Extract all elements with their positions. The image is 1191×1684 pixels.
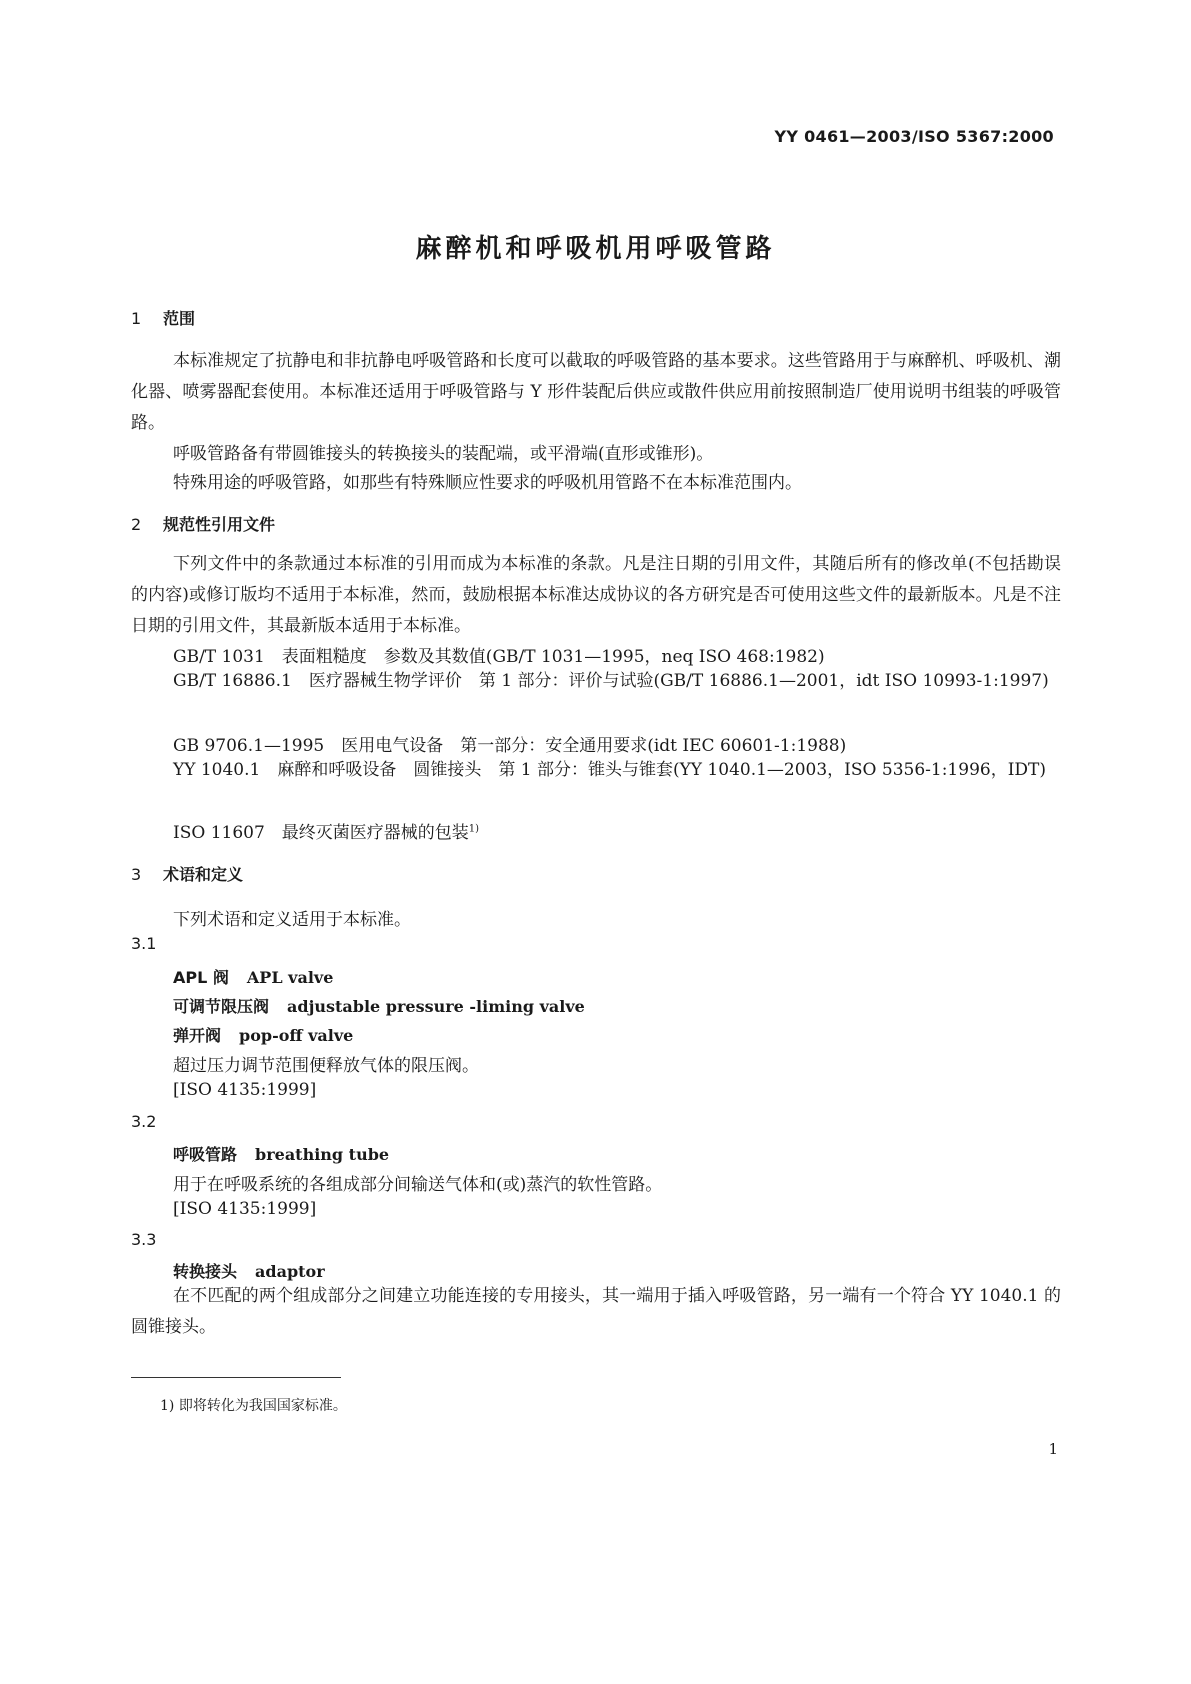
footnote-divider: [131, 1377, 341, 1378]
section-number: 3: [131, 865, 142, 884]
page-number: 1: [1048, 1440, 1058, 1458]
term-zh: 弹开阀: [173, 1026, 222, 1045]
section-number: 1: [131, 309, 142, 328]
section-title: 规范性引用文件: [163, 515, 276, 534]
term-number: 3.2: [131, 1112, 157, 1131]
term-entry: [173, 1142, 389, 1165]
reference-item: YY 1040.1 麻醉和呼吸设备 圆锥接头 第 1 部分：锥头与锥套(YY 1040.1—2003，ISO 5356-1:1996，IDT): [173, 760, 1047, 780]
section-2-paragraph-1: 下列文件中的条款通过本标准的引用而成为本标准的条款。凡是注日期的引用文件，其随后所有的修改单(不包括勘误的内容)或修订版均不适用于本标准，然而，鼓励根据本标准达成协议的各方研究是否可使用这些文件的最新版本。凡是不注日期的引用文件，其最新版本适用于本标准。: [131, 554, 1061, 636]
term-en: pop-off valve: [239, 1026, 354, 1045]
term-entry: [173, 1259, 325, 1282]
section-title: 范围: [163, 309, 196, 328]
reference-item-with-footnote: [173, 818, 479, 843]
term-zh: 呼吸管路: [173, 1145, 238, 1164]
term-en: breathing tube: [255, 1145, 390, 1164]
section-1-paragraph-3: 特殊用途的呼吸管路，如那些有特殊顺应性要求的呼吸机用管路不在本标准范围内。: [173, 473, 802, 493]
term-zh: 转换接头: [173, 1262, 238, 1281]
section-1-heading: [131, 306, 195, 329]
section-title: 术语和定义: [163, 865, 244, 884]
section-3-heading: [131, 862, 243, 885]
section-1-paragraph-2: 呼吸管路备有带圆锥接头的转换接头的装配端，或平滑端(直形或锥形)。: [173, 444, 714, 464]
section-1-paragraph-1: 本标准规定了抗静电和非抗静电呼吸管路和长度可以截取的呼吸管路的基本要求。这些管路用于与麻醉机、呼吸机、潮化器、喷雾器配套使用。本标准还适用于呼吸管路与 Y 形件装配后供应或散件供应用前按照制造厂使用说明书组装的呼吸管路。: [131, 351, 1061, 433]
term-en: adaptor: [255, 1262, 325, 1281]
term-entry: [173, 965, 333, 988]
term-zh: APL 阀: [173, 968, 229, 987]
term-source: [ISO 4135:1999]: [173, 1199, 317, 1219]
reference-item: GB 9706.1—1995 医用电气设备 第一部分：安全通用要求(idt IEC 60601-1:1988): [173, 736, 847, 756]
term-entry: [173, 994, 585, 1017]
term-number: 3.1: [131, 934, 157, 953]
section-2-heading: [131, 512, 275, 535]
reference-text: ISO 11607 最终灭菌医疗器械的包装: [173, 823, 469, 843]
term-source: [ISO 4135:1999]: [173, 1080, 317, 1100]
term-zh: 可调节限压阀: [173, 997, 270, 1016]
reference-item: GB/T 16886.1 医疗器械生物学评价 第 1 部分：评价与试验(GB/T 16886.1—2001，idt ISO 10993-1:1997): [173, 671, 1049, 691]
standard-code: YY 0461—2003/ISO 5367:2000: [774, 127, 1054, 146]
term-definition: 超过压力调节范围便释放气体的限压阀。: [173, 1056, 479, 1076]
footnote: 1) 即将转化为我国国家标准。: [160, 1398, 347, 1414]
term-definition: 在不匹配的两个组成部分之间建立功能连接的专用接头，其一端用于插入呼吸管路，另一端有一个符合 YY 1040.1 的圆锥接头。: [131, 1286, 1061, 1337]
section-number: 2: [131, 515, 142, 534]
reference-item: GB/T 1031 表面粗糙度 参数及其数值(GB/T 1031—1995，neq ISO 468:1982): [173, 647, 825, 667]
footnote-mark: 1): [468, 823, 480, 835]
term-definition: 用于在呼吸系统的各组成部分间输送气体和(或)蒸汽的软性管路。: [173, 1175, 663, 1195]
term-entry: [173, 1023, 353, 1046]
section-3-intro: 下列术语和定义适用于本标准。: [173, 910, 411, 930]
term-en: adjustable pressure -liming valve: [287, 997, 585, 1016]
term-number: 3.3: [131, 1230, 157, 1249]
term-en: APL valve: [246, 968, 334, 987]
document-title: 麻醉机和呼吸机用呼吸管路: [415, 234, 776, 264]
